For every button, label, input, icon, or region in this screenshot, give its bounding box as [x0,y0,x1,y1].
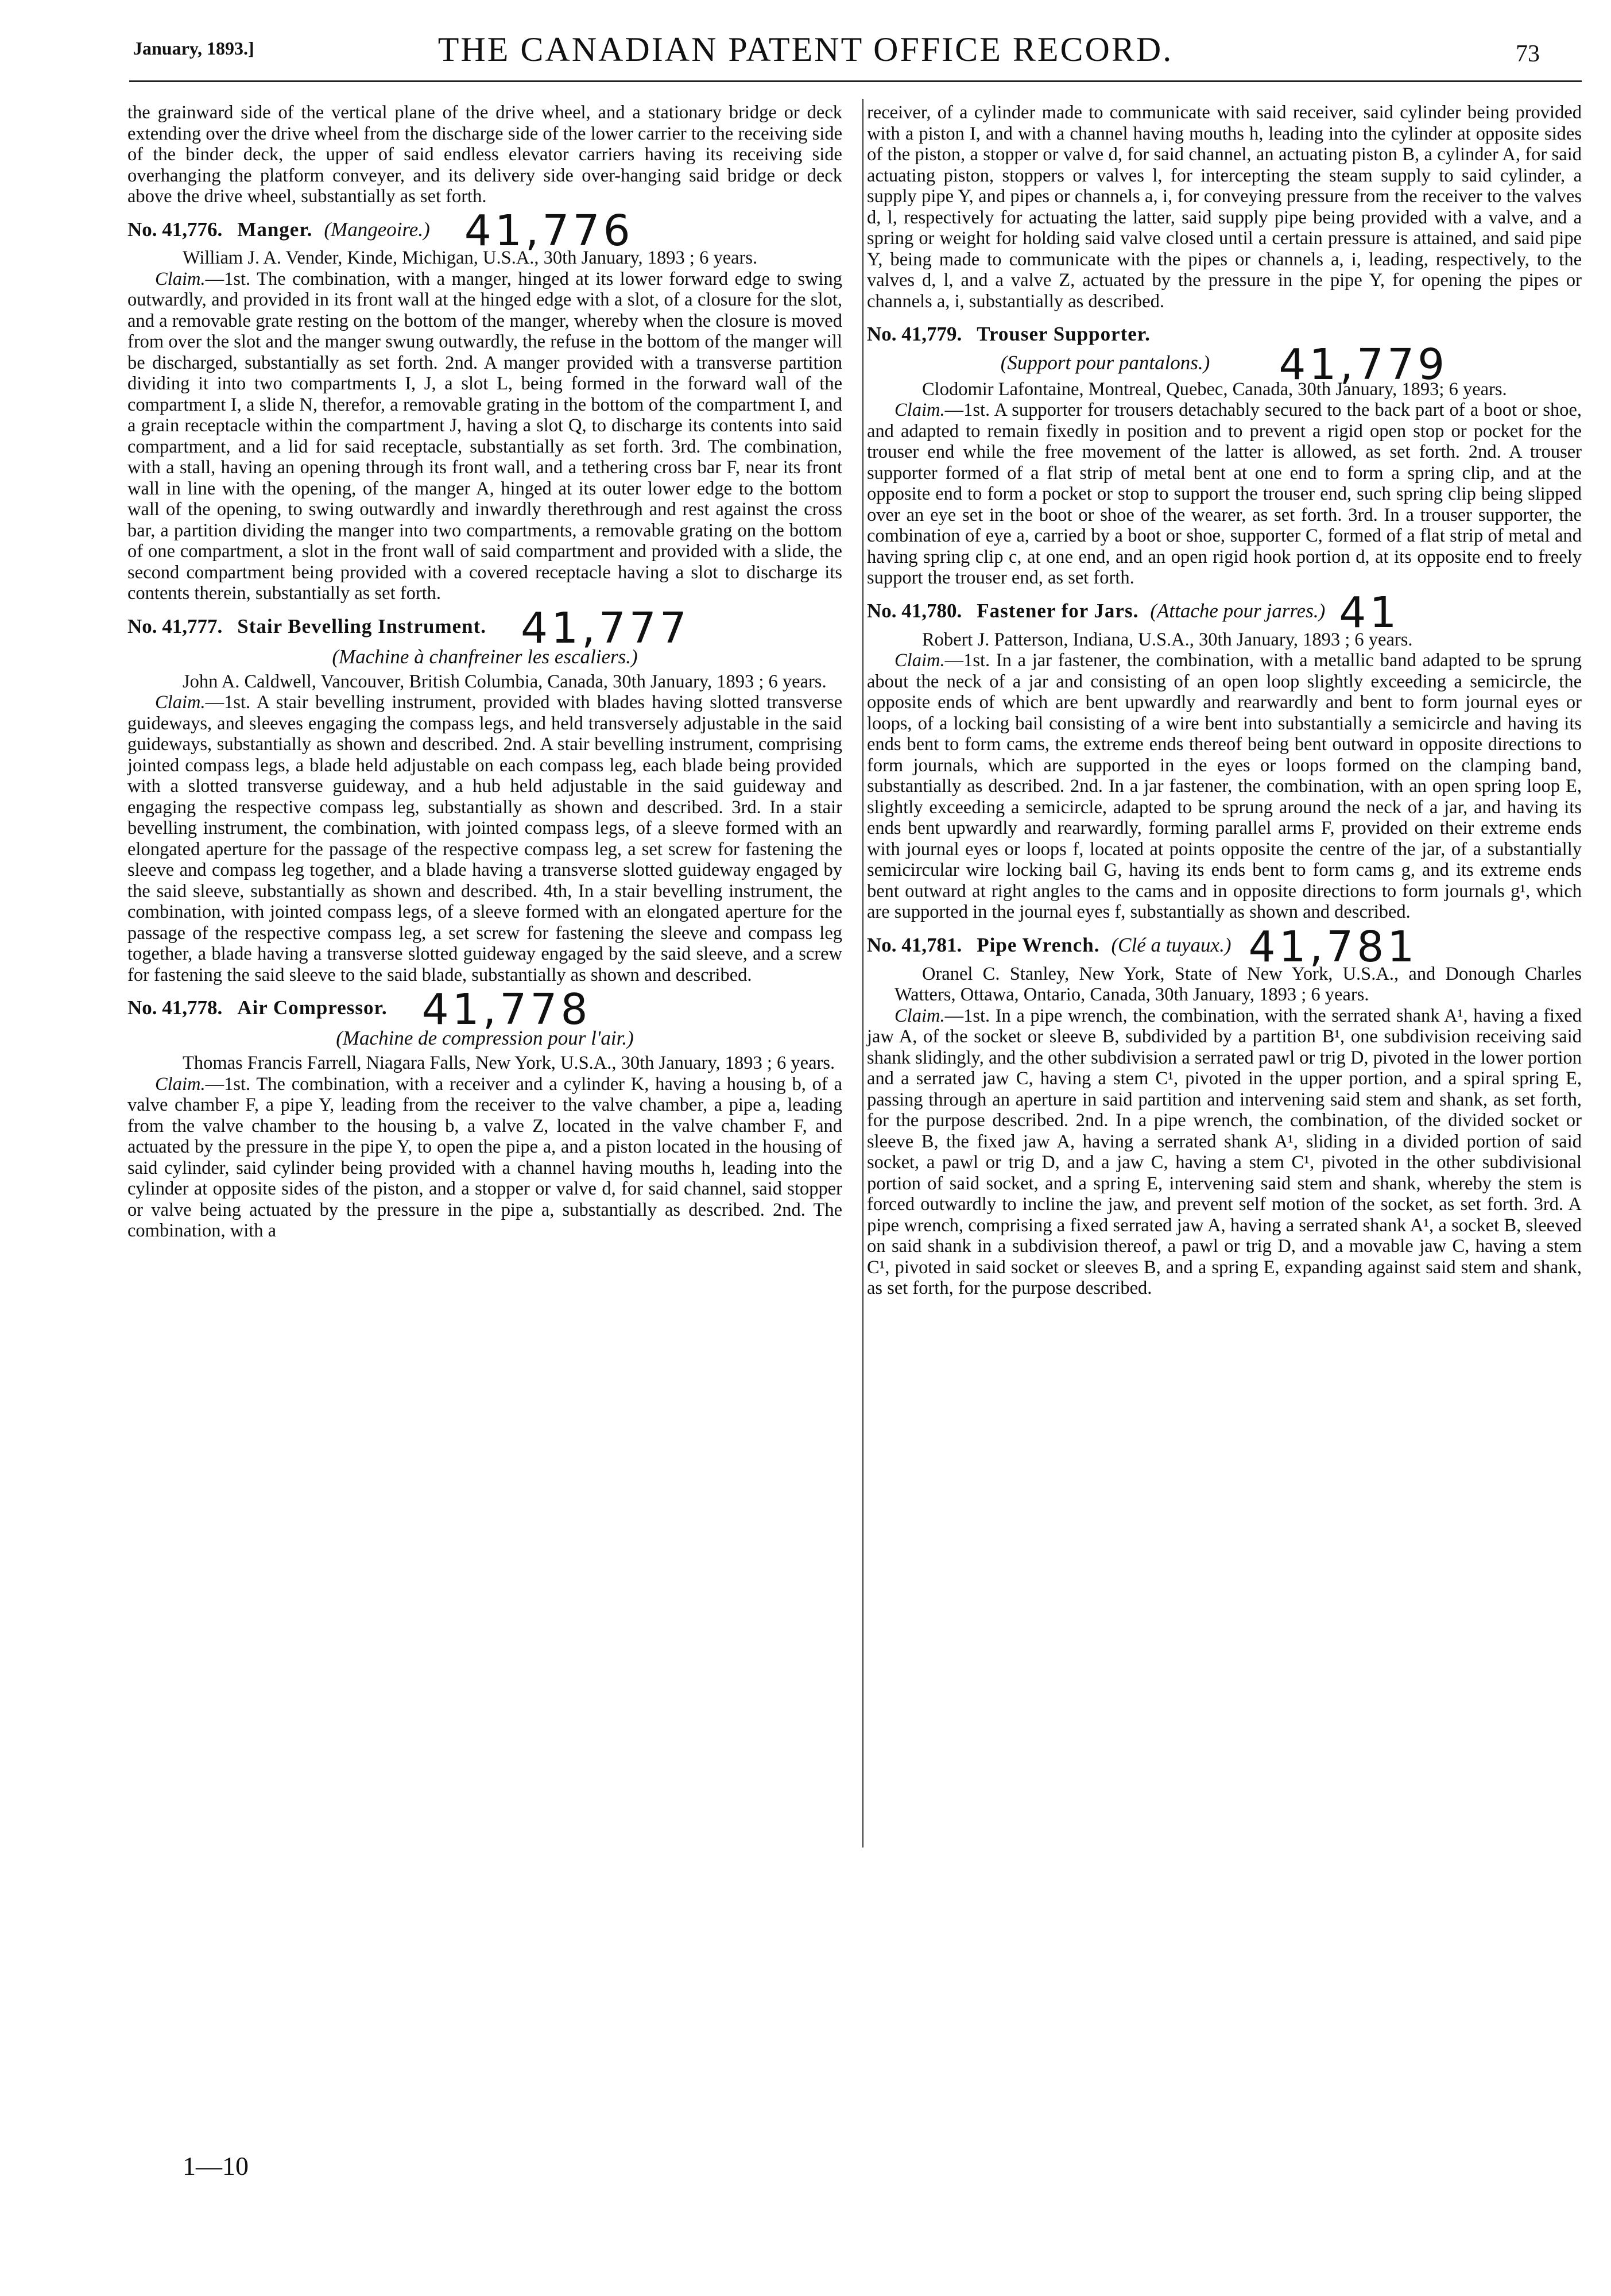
claim-body: —1st. A supporter for trousers detachably secured to the back part of a boot or shoe, and adapted to remain fixedly in position and to prevent a rigid open stop or pocket for the trouser end while the free movement of the latter is allowed, as set forth. 2nd. A trouser supporter formed of a flat strip of metal bent at one end to form a spring clip, and at the opposite end to form a pocket or stop to support the trouser end, such spring clip being slipped over an eye set in the boot or shoe of the wearer, as set forth. 3rd. In a trouser supporter, the combination of eye a, carried by a boot or shoe, supporter C, formed of a flat strip of metal and having spring clip c, at one end, and an open rigid hook portion d, at its opposite end to freely support the trouser end, as set forth. [867,400,1582,589]
patent-number: No. 41,780. [867,599,962,622]
patent-entry-41778 [127,985,842,1242]
patentee: John A. Caldwell, Vancouver, British Columbia, Canada, 30th January, 1893 ; 6 years. [183,671,827,692]
claim-text [127,1074,842,1242]
patent-title: Air Compressor. [237,996,388,1019]
continued-claim-text: the grainward side of the vertical plane of the drive wheel, and a stationary bridge or deck extending over the drive wheel from the discharge side of the lower carrier to the receiving side of the binder deck, the upper of said endless elevator carriers having its receiving side overhanging the platform conveyer, and its delivery side over-hanging said bridge or deck above the drive wheel, substantially as set forth. [127,102,842,207]
header-title: THE CANADIAN PATENT OFFICE RECORD. [437,30,1174,68]
entry-heading [867,587,1582,637]
french-title: (Mangeoire.) [324,218,430,241]
patentee: William J. A. Vender, Kinde, Michigan, U.S.A., 30th January, 1893 ; 6 years. [183,248,758,269]
french-title: (Machine à chanfreiner les escaliers.) [332,645,638,668]
french-title: (Machine de compression pour l'air.) [336,1027,634,1050]
right-column [867,102,1582,1299]
claim-text [127,692,842,985]
patent-title: Stair Bevelling Instrument. [237,614,487,637]
header-date: January, 1893.] [133,38,254,59]
entry-heading [127,206,842,256]
french-title: (Clé a tuyaux.) [1111,933,1232,956]
patent-entry-41777 [127,603,842,985]
claim-text [127,269,842,604]
french-title: (Support pour pantalons.) [1000,351,1210,374]
patent-title: Fastener for Jars. [977,599,1139,622]
patentee: Thomas Francis Farrell, Niagara Falls, New York, U.S.A., 30th January, 1893 ; 6 years. [183,1053,835,1074]
page-number: 73 [1516,41,1540,67]
claim-text [867,650,1582,923]
claim-text [867,1006,1582,1299]
claim-label: Claim. [894,650,945,671]
entry-heading [867,922,1582,972]
header-rule [129,80,1582,82]
claim-label: Claim. [155,692,206,713]
handwritten-number: 41,778 [421,985,591,1035]
patent-number: No. 41,776. [127,218,223,241]
patent-number: No. 41,778. [127,996,223,1019]
claim-label: Claim. [894,400,945,421]
entry-heading [127,985,842,1035]
column-divider [862,99,863,1847]
claim-body: —1st. The combination, with a manger, hinged at its lower forward edge to swing outwardly, and provided in its front wall at the hinged edge with a slot, of a closure for the slot, and a removable grate resting on the bottom of the manger, whereby when the closure is moved from over the slot and the manger swung outwardly, the refuse in the bottom of the manger will be discharged, substantially as set forth. 2nd. A manger provided with a transverse partition dividing it into two compartments I, J, a slot L, being formed in the forward wall of the compartment I, a slide N, therefor, a removable grating in the bottom of the compartment I, and a grain receptacle within the compartment J, having a slot Q, to discharge its contents into said compartment, and a lid for said receptacle, substantially as set forth. 3rd. The combination, with a stall, having an opening through its front wall, and a tethering cross bar F, near its front wall in line with the opening, of the manger A, hinged at its outer lower edge to the bottom wall of the opening, to swing outwardly and inwardly therethrough and rest against the cross bar, a partition dividing the manger into two compartments, a removable grating on the bottom of one compartment, a slot in the front wall of said compartment and provided with a slide, the second compartment being provided with a covered receptacle having a slot to discharge its contents therein, substantially as set forth. [127,268,842,604]
patentee: Oranel C. Stanley, New York, State of New York, U.S.A., and Donough Charles Watters, Ottawa, Ontario, Canada, 30th January, 1893 ; 6 years. [894,963,1582,1006]
handwritten-number: 41 [1339,587,1400,637]
left-column [127,102,842,1242]
patent-number: No. 41,777. [127,614,223,637]
patentee: Clodomir Lafontaine, Montreal, Quebec, Canada, 30th January, 1893; 6 years. [922,378,1507,400]
patent-entry-41781 [867,922,1582,1299]
claim-text [867,400,1582,589]
handwritten-number: 41,779 [1279,339,1449,389]
patent-title: Manger. [237,218,313,241]
patent-entry-41779 [867,318,1582,589]
claim-body: —1st. In a pipe wrench, the combination, with the serrated shank A¹, having a fixed jaw A, of the socket or sleeve B, subdivided by a partition B¹, one subdivision receiving said shank slidingly, and the other subdivision a serrated pawl or trig D, pivoted in the lower portion and a serrated jaw C, having a stem C¹, pivoted in the upper portion, and a spiral spring E, passing through an aperture in said partition and intervening said stem and shank, as set forth, for the purpose described. 2nd. In a pipe wrench, the combination, of the divided socket or sleeve B, the fixed jaw A, having a serrated shank A¹, sliding in a divided portion of said socket, a pawl or trig D, and a jaw C, having a stem C¹, pivoted in the other subdivisional portion of said socket, and a spring E, intervening said stem and shank, whereby the stem is forced outwardly to incline the jaw, and prevent self motion of the socket, as set forth. 3rd. A pipe wrench, comprising a fixed serrated jaw A, having a serrated shank A¹, a socket B, sleeved on said shank in a subdivision thereof, a pawl or trig D, and a movable jaw C, having a stem C¹, pivoted in said socket or sleeves B, and a spring E, expanding against said stem and shank, as set forth, for the purpose described. [867,1005,1582,1299]
patent-title: Trouser Supporter. [977,323,1151,345]
handwritten-number: 41,777 [521,603,690,653]
patent-number: No. 41,779. [867,323,962,345]
claim-label: Claim. [894,1005,945,1026]
handwritten-number: 41,776 [464,206,634,256]
entry-heading [867,318,1582,351]
claim-body: —1st. A stair bevelling instrument, provided with blades having slotted transverse guideways, and sleeves engaging the compass legs, and held transversely adjustable in the said guideways, substantially as shown and described. 2nd. A stair bevelling instrument, comprising jointed compass legs, a blade held adjustable on each compass leg, each blade being provided with a slotted transverse guideway, and a hub held adjustable in the said guideway and engaging the respective compass leg, substantially as shown and described. 3rd. In a stair bevelling instrument, the combination, with jointed compass legs, of a sleeve formed with an elongated aperture for the passage of the respective compass leg, a set screw for fastening the sleeve and compass leg together, and a blade having a transverse slotted guideway engaged by the said sleeve, substantially as shown and described. 4th, In a stair bevelling instrument, the combination, with jointed compass legs, of a sleeve formed with an elongated aperture for the passage of the respective compass leg, a set screw for fastening the sleeve and compass leg together, a blade having a transverse slotted guideway engaged by the said sleeve, and a screw for fastening the said sleeve to the said blade, substantially as shown and described. [127,692,842,985]
patent-number: No. 41,781. [867,933,962,956]
entry-heading [127,603,842,653]
patentee: Robert J. Patterson, Indiana, U.S.A., 30th January, 1893 ; 6 years. [922,629,1413,650]
handwritten-number: 41,781 [1248,922,1418,972]
printer-signature: 1—10 [183,2151,249,2181]
patent-entry-41776 [127,206,842,604]
continued-claim-text: receiver, of a cylinder made to communicate with said receiver, said cylinder being provided with a piston I, and with a channel having mouths h, leading into the cylinder at opposite sides of the piston, a stopper or valve d, for said channel, an actuating piston B, a cylinder A, for said actuating piston, stoppers or valves l, for intercepting the steam supply to said cylinder, a supply pipe Y, and pipes or channels a, i, for conveying pressure from the receiver to the valves d, l, respectively for actuating the latter, said supply pipe being provided with a valve, and a spring or weight for holding said valve closed until a certain pressure is attained, and said pipe Y, being made to communicate with the pipes or channels a, i, leading, respectively, to the valves d, l, and a valve Z, actuated by the pressure in the pipe Y, for opening the pipes or channels a, i, substantially as described. [867,102,1582,312]
claim-label: Claim. [155,1073,206,1095]
french-title: (Attache pour jarres.) [1150,599,1326,622]
patent-title: Pipe Wrench. [977,933,1100,956]
claim-label: Claim. [155,268,206,289]
claim-body: —1st. The combination, with a receiver and a cylinder K, having a housing b, of a valve chamber F, a pipe Y, leading from the receiver to the valve chamber, a pipe a, leading from the valve chamber to the housing b, a valve Z, located in the valve chamber F, and actuated by the pressure in the pipe Y, to open the pipe a, and a piston located in the housing of said cylinder, said cylinder being provided with a channel having mouths h, leading into the cylinder at opposite sides of the piston, and a stopper or valve d, for said channel, said stopper or valve being actuated by the pressure in the pipe a, substantially as described. 2nd. The combination, with a [127,1073,842,1242]
claim-body: —1st. In a jar fastener, the combination, with a metallic band adapted to be sprung about the neck of a jar and consisting of an open loop slightly exceeding a semicircle, the opposite ends of which are bent upwardly and rearwardly and bent to form journal eyes or loops, of a locking bail consisting of a wire bent into substantially a semicircle and having its ends bent to form cams, the extreme ends thereof being bent outward in opposite directions to form journals, which are supported in the eyes or loops formed on the clamping band, substantially as described. 2nd. In a jar fastener, the combination, with an open spring loop E, slightly exceeding a semicircle, adapted to be sprung around the neck of a jar, and having its ends bent upwardly and rearwardly, forming parallel arms F, provided on their extreme ends with journal eyes or loops f, located at points opposite the centre of the jar, of a substantially semicircular wire locking bail G, having its ends bent to form cams g, and its extreme ends bent outward at right angles to the cams and in opposite directions to form journals g¹, which are supported in the journal eyes f, substantially as shown and described. [867,650,1582,923]
patent-entry-41780 [867,587,1582,923]
